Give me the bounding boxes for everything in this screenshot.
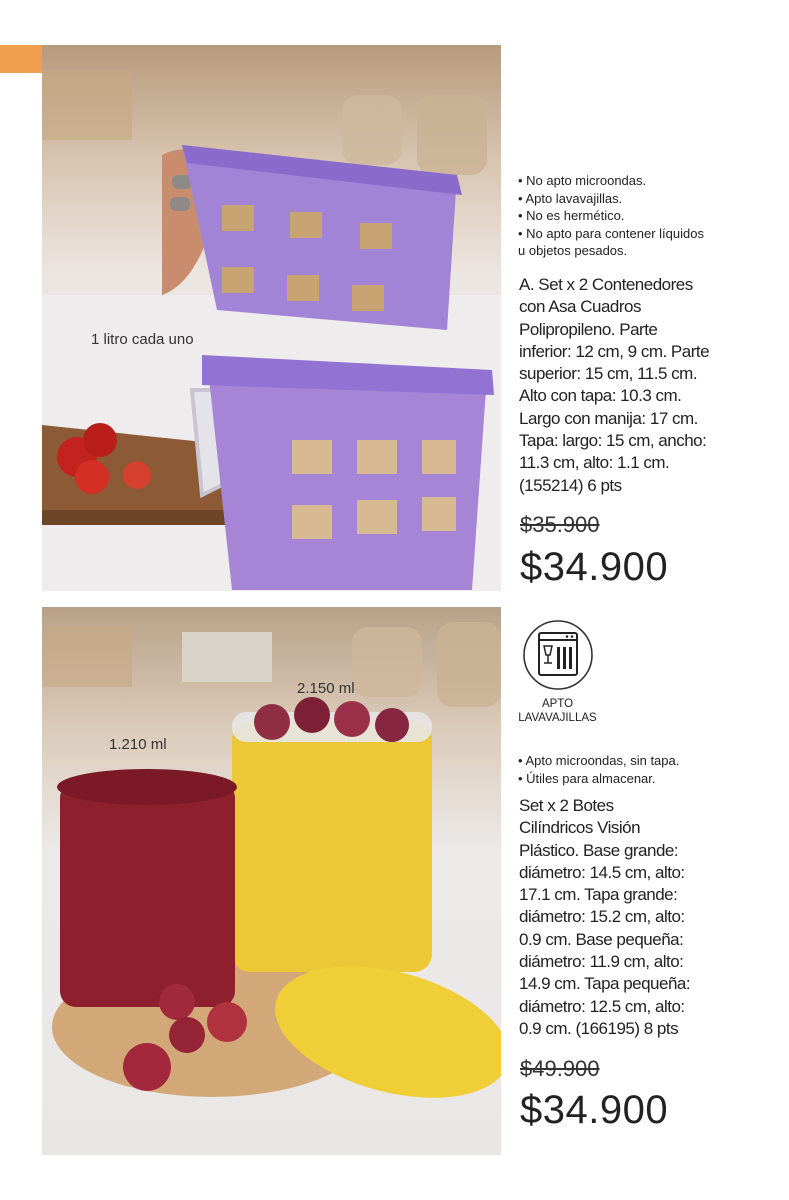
product-b-photo — [42, 607, 501, 1155]
description-line: Polipropileno. Parte — [519, 319, 658, 339]
feature-item: • Útiles para almacenar. — [518, 770, 656, 786]
description-line: Largo con manija: 17 cm. — [519, 408, 698, 428]
description-line: 11.3 cm, alto: 1.1 cm. — [519, 453, 670, 473]
description-line: diámetro: 14.5 cm, alto: — [519, 862, 685, 882]
product-a-price: $34.900 — [520, 545, 669, 589]
product-a-capacity-caption: 1 litro cada uno — [91, 331, 194, 348]
product-a-description — [519, 274, 769, 497]
dishwasher-label — [505, 697, 610, 725]
description-line: Cilíndricos Visión — [519, 818, 641, 838]
product-a-photo — [42, 45, 501, 591]
description-line: A. Set x 2 Contenedores — [519, 275, 693, 294]
dishwasher-label-line1: APTO — [541, 698, 574, 710]
dishwasher-label-line2: LAVAVAJILLAS — [518, 712, 597, 724]
description-line: inferior: 12 cm, 9 cm. Parte — [519, 341, 710, 361]
product-b-large-capacity: 2.150 ml — [297, 680, 355, 697]
feature-item: • Apto microondas, sin tapa. — [518, 753, 680, 768]
product-b-small-capacity: 1.210 ml — [109, 736, 167, 753]
description-line: diámetro: 11.9 cm, alto: — [519, 952, 684, 972]
feature-item: • No apto microondas. — [518, 173, 647, 188]
feature-item: • Apto lavavajillas. — [518, 190, 623, 206]
product-b-price: $34.900 — [520, 1088, 669, 1132]
feature-item: u objetos pesados. — [518, 243, 628, 258]
description-line: superior: 15 cm, 11.5 cm. — [519, 364, 698, 384]
description-line: (155214) 6 pts — [519, 475, 622, 495]
description-line: 0.9 cm. (166195) 8 pts — [519, 1018, 679, 1038]
description-line: 0.9 cm. Base pequeña: — [519, 929, 684, 949]
description-line: Set x 2 Botes — [519, 796, 614, 815]
description-line: Alto con tapa: 10.3 cm. — [519, 386, 682, 406]
feature-item: • No apto para contener líquidos — [518, 225, 704, 241]
description-line: con Asa Cuadros — [519, 297, 641, 317]
product-b-description — [519, 795, 769, 1040]
product-b-features — [518, 752, 763, 787]
feature-item: • No es hermético. — [518, 208, 625, 223]
description-line: Plástico. Base grande: — [519, 840, 679, 860]
product-a-old-price: $35.900 — [520, 512, 600, 537]
description-line: diámetro: 15.2 cm, alto: — [519, 907, 685, 927]
dishwasher-icon — [522, 619, 594, 691]
product-a-features — [518, 172, 763, 260]
description-line: Tapa: largo: 15 cm, ancho: — [519, 431, 707, 451]
description-line: 14.9 cm. Tapa pequeña: — [519, 974, 691, 994]
product-b-old-price: $49.900 — [520, 1056, 600, 1081]
description-line: 17.1 cm. Tapa grande: — [519, 885, 678, 905]
description-line: diámetro: 12.5 cm, alto: — [519, 996, 685, 1016]
dishwasher-badge — [522, 619, 594, 691]
